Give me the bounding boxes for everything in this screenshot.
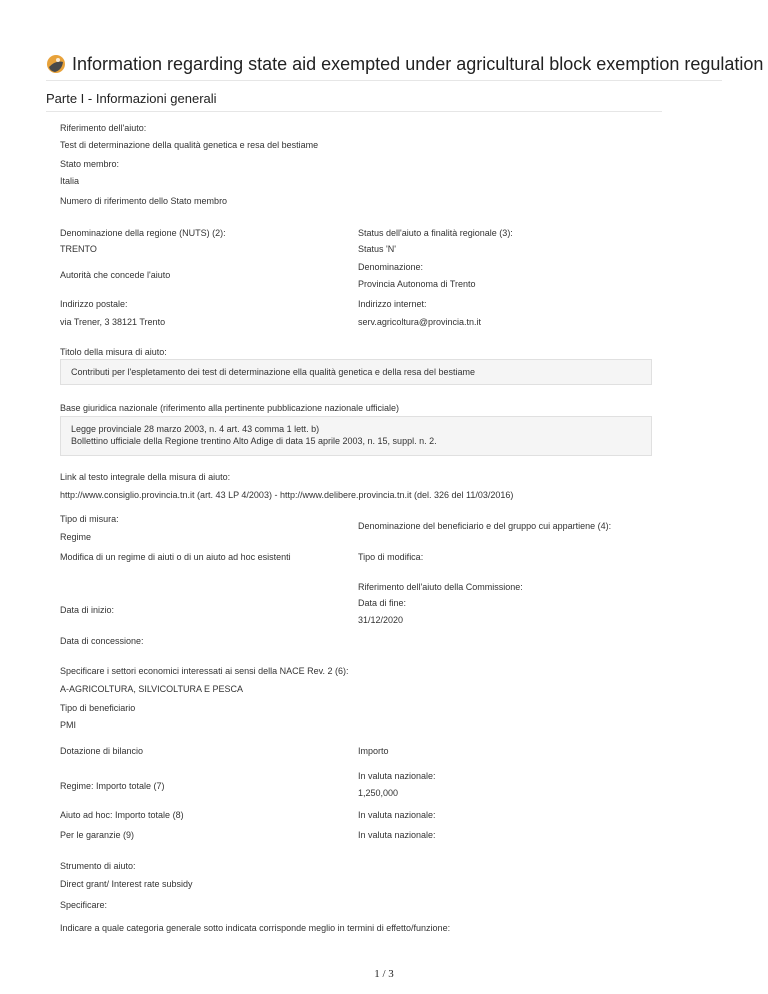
indirizzo-label: Indirizzo postale: <box>60 299 128 309</box>
importo-label: Importo <box>358 746 389 756</box>
strumento-label: Strumento di aiuto: <box>60 861 136 871</box>
modifica-label: Modifica di un regime di aiuti o di un aiuto ad hoc esistenti <box>60 552 291 562</box>
internet-value: serv.agricoltura@provincia.tn.it <box>358 317 482 327</box>
denominazione-label: Denominazione: <box>358 262 424 272</box>
tipo-misura-value: Regime <box>60 532 92 542</box>
valuta-1-label: In valuta nazionale: <box>358 771 436 781</box>
tipo-modifica-label: Tipo di modifica: <box>358 552 424 562</box>
denominazione-value: Provincia Autonoma di Trento <box>358 279 476 289</box>
riferimento-value: Test di determinazione della qualità genetica e resa del bestiame <box>60 140 319 150</box>
settori-value: A-AGRICOLTURA, SILVICOLTURA E PESCA <box>60 684 244 694</box>
data-inizio-label: Data di inizio: <box>60 605 115 615</box>
base-label: Base giuridica nazionale (riferimento alla pertinente pubblicazione nazionale ufficiale) <box>60 403 400 413</box>
specificare-label: Specificare: <box>60 900 108 910</box>
page-title: Information regarding state aid exempted under agricultural block exemption regulation <box>72 54 764 74</box>
valuta-3-label: In valuta nazionale: <box>358 830 436 840</box>
base-line-1: Legge provinciale 28 marzo 2003, n. 4 art. 43 comma 1 lett. b) <box>71 424 320 434</box>
stato-value: Italia <box>60 176 80 186</box>
status-label: Status dell'aiuto a finalità regionale (3): <box>358 228 513 238</box>
data-fine-value: 31/12/2020 <box>358 615 404 625</box>
tipo-beneficiario-value: PMI <box>60 720 77 730</box>
data-concessione-label: Data di concessione: <box>60 636 144 646</box>
stato-label: Stato membro: <box>60 159 120 169</box>
link-label: Link al testo integrale della misura di aiuto: <box>60 472 231 482</box>
categoria-label: Indicare a quale categoria generale sotto indicata corrisponde meglio in termini di effetto/funzione: <box>60 923 451 933</box>
logo-icon <box>46 54 66 74</box>
riferimento-label: Riferimento dell'aiuto: <box>60 123 147 133</box>
titolo-box <box>60 359 652 385</box>
titolo-label: Titolo della misura di aiuto: <box>60 347 167 357</box>
tipo-misura-label: Tipo di misura: <box>60 514 119 524</box>
dotazione-label: Dotazione di bilancio <box>60 746 144 756</box>
document-header <box>46 52 764 81</box>
strumento-value: Direct grant/ Interest rate subsidy <box>60 879 193 889</box>
valuta-1-value: 1,250,000 <box>358 788 399 798</box>
settori-label: Specificare i settori economici interessati ai sensi della NACE Rev. 2 (6): <box>60 666 349 676</box>
titolo-value: Contributi per l'espletamento dei test di determinazione ella qualità genetica e della resa del bestiame <box>71 367 475 377</box>
beneficiario-den-label: Denominazione del beneficiario e del gruppo cui appartiene (4): <box>358 521 612 531</box>
regione-label: Denominazione della regione (NUTS) (2): <box>60 228 226 238</box>
page-number: 1 / 3 <box>374 968 394 980</box>
link-value: http://www.consiglio.provincia.tn.it (art. 43 LP 4/2003) - http://www.delibere.provincia.tn.it (del. 326 del 11/03/2016) <box>60 490 514 500</box>
base-line-2: Bollettino ufficiale della Regione trentino Alto Adige di data 15 aprile 2003, n. 15, suppl. n. 2. <box>71 436 437 446</box>
valuta-2-label: In valuta nazionale: <box>358 810 436 820</box>
garanzie-label: Per le garanzie (9) <box>60 830 135 840</box>
regione-value: TRENTO <box>60 244 97 254</box>
autorita-label: Autorità che concede l'aiuto <box>60 270 171 280</box>
indirizzo-value: via Trener, 3 38121 Trento <box>60 317 166 327</box>
base-box <box>60 416 652 456</box>
numero-label: Numero di riferimento dello Stato membro <box>60 196 228 206</box>
regime-totale-label: Regime: Importo totale (7) <box>60 781 165 791</box>
adhoc-label: Aiuto ad hoc: Importo totale (8) <box>60 810 184 820</box>
section-title: Parte I - Informazioni generali <box>46 91 662 112</box>
internet-label: Indirizzo internet: <box>358 299 427 309</box>
data-fine-label: Data di fine: <box>358 598 407 608</box>
rif-commissione-label: Riferimento dell'aiuto della Commissione: <box>358 582 523 592</box>
status-value: Status 'N' <box>358 244 396 254</box>
tipo-beneficiario-label: Tipo di beneficiario <box>60 703 136 713</box>
